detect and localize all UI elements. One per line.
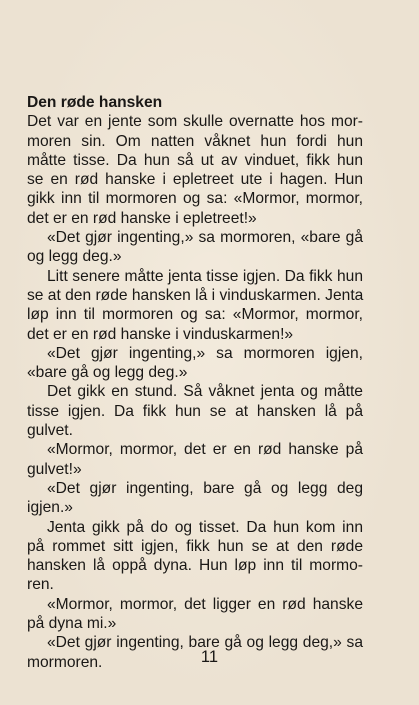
text-line: Litt senere måtte jenta tisse igjen. Da fikk hun xyxy=(47,267,363,285)
text-line: «Det gjør ingenting, bare gå og legg deg,» sa xyxy=(47,634,363,652)
text-line: se at den røde hansken lå i vinduskarmen. Jenta xyxy=(27,286,364,304)
text-line: Det var en jente som skulle overnatte hos mor- xyxy=(27,113,363,131)
text-line: se en rød hanske i epletreet ute i hagen. Hun xyxy=(27,171,363,189)
text-line: Jenta gikk på do og tisset. Da hun kom inn xyxy=(47,518,363,536)
text-line: igjen.» xyxy=(27,499,73,517)
text-line: på dyna mi.» xyxy=(27,615,117,633)
text-line: hansken lå oppå dyna. Hun løp inn til mormo- xyxy=(27,557,363,575)
text-line: «bare gå og legg deg.» xyxy=(27,364,188,382)
text-line: «Mormor, mormor, det er en rød hanske på xyxy=(47,441,363,459)
text-line: på rommet sitt igjen, fikk hun se at den røde xyxy=(27,537,363,555)
text-line: ren. xyxy=(27,576,54,594)
text-line: Det gikk en stund. Så våknet jenta og måtte xyxy=(47,383,363,401)
text-line: «Det gjør ingenting,» sa mormoren igjen, xyxy=(47,344,363,362)
text-line: gulvet. xyxy=(27,422,73,440)
text-line: og legg deg.» xyxy=(27,248,122,266)
text-line: «Mormor, mormor, det ligger en rød hanske xyxy=(47,595,363,613)
text-line: måtte tisse. Da hun så ut av vinduet, fikk hun xyxy=(27,151,363,169)
text-line: det er en rød hanske i vinduskarmen!» xyxy=(27,325,294,343)
text-line: gulvet!» xyxy=(27,460,82,478)
text-line: moren sin. Om natten våknet hun fordi hun xyxy=(27,132,363,150)
story-title: Den røde hansken xyxy=(27,94,163,111)
text-line: løp inn til mormoren og sa: «Mormor, mormor, xyxy=(27,306,363,324)
text-line: mormoren. xyxy=(27,653,103,671)
text-line: det er en rød hanske i epletreet!» xyxy=(27,209,257,227)
text-line: tisse igjen. Da fikk hun se at hansken lå på xyxy=(27,402,363,420)
text-line: gikk inn til mormoren og sa: «Mormor, mormor, xyxy=(27,190,363,208)
story-text xyxy=(27,93,363,672)
text-line: «Det gjør ingenting, bare gå og legg deg xyxy=(47,479,363,497)
text-line: «Det gjør ingenting,» sa mormoren, «bare gå xyxy=(47,229,363,247)
page-number: 11 xyxy=(200,648,219,666)
